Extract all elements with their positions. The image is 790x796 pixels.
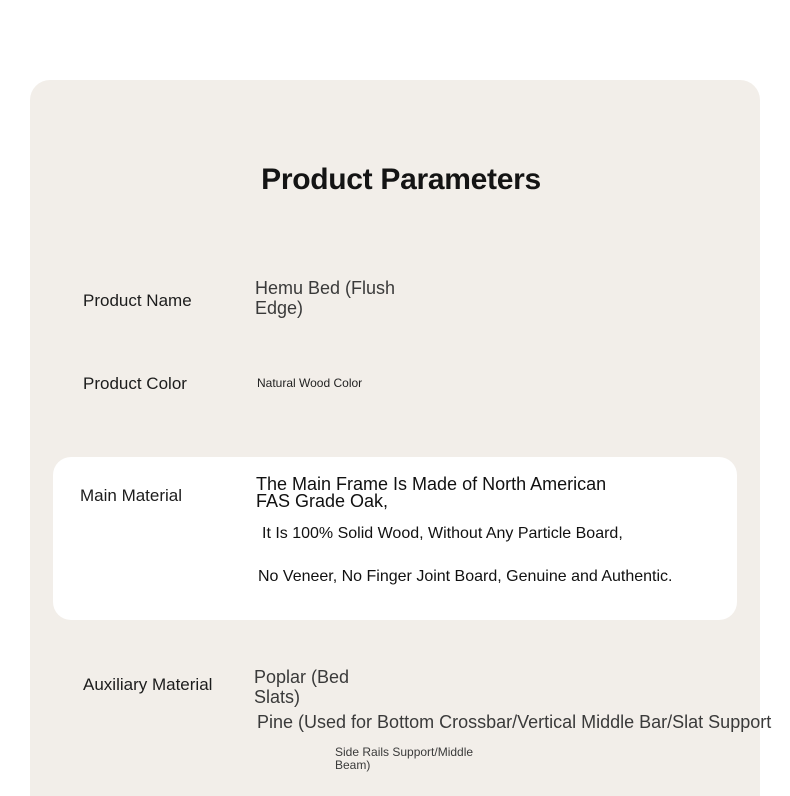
page-title: Product Parameters: [261, 163, 541, 196]
product-name-label: Product Name: [83, 291, 192, 310]
main-material-line-2: It Is 100% Solid Wood, Without Any Particle Board,: [262, 525, 623, 542]
auxiliary-material-label: Auxiliary Material: [83, 675, 213, 694]
auxiliary-material-line-2: Pine (Used for Bottom Crossbar/Vertical Middle Bar/Slat Support: [257, 712, 772, 732]
main-material-label: Main Material: [80, 486, 183, 505]
auxiliary-material-line-3: Side Rails Support/Middle Beam): [335, 745, 474, 772]
product-color-label: Product Color: [83, 374, 187, 393]
product-name-value: Hemu Bed (Flush Edge): [255, 278, 396, 318]
product-color-value: Natural Wood Color: [257, 376, 363, 390]
auxiliary-material-line-1: Poplar (Bed Slats): [254, 667, 350, 707]
main-material-line-3: No Veneer, No Finger Joint Board, Genuine and Authentic.: [258, 568, 673, 585]
main-material-line-1: The Main Frame Is Made of North American FAS Grade Oak,: [256, 474, 607, 511]
